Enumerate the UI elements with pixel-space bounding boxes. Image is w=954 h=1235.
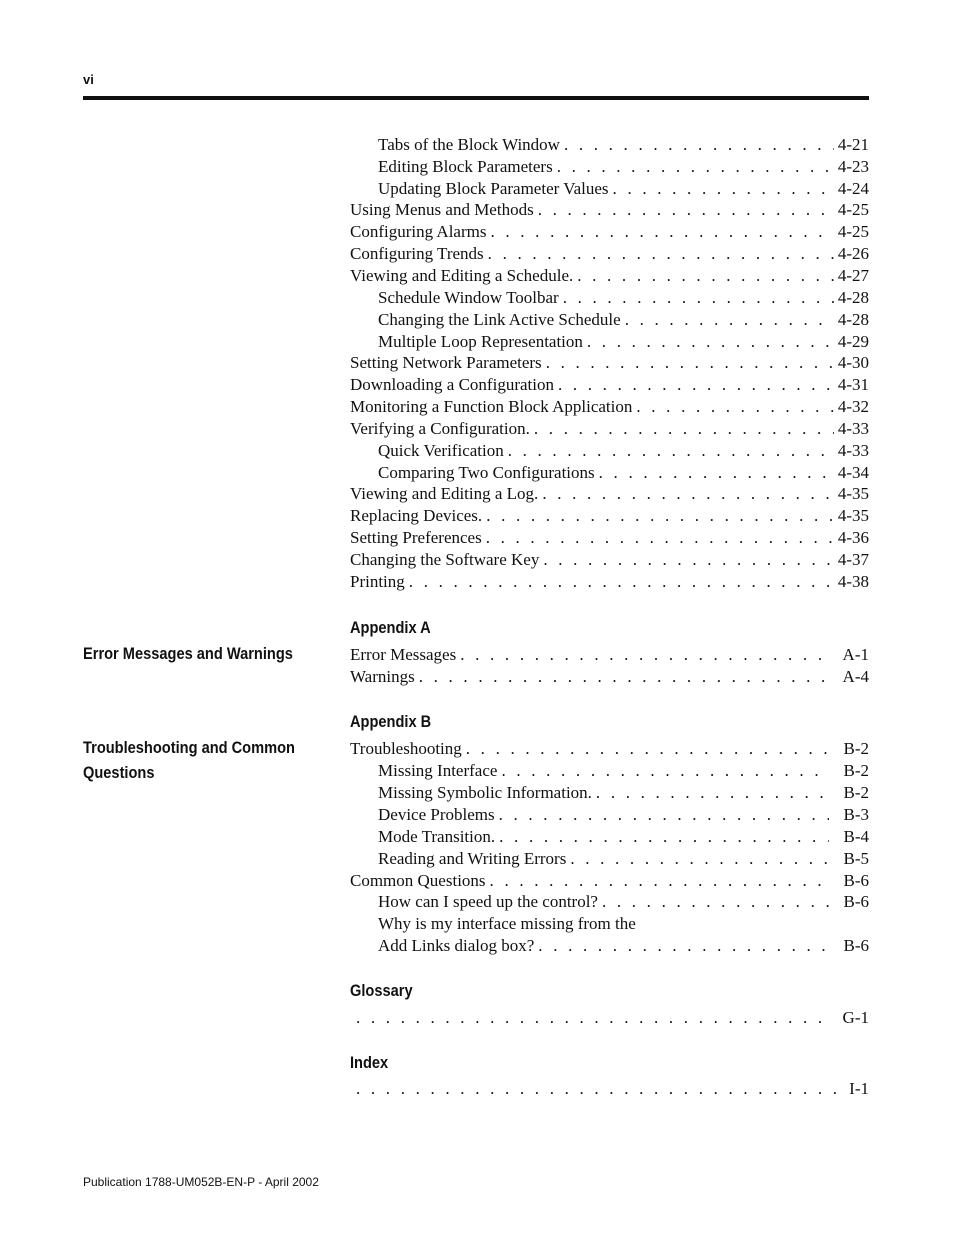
toc-entry[interactable] [350,527,869,549]
toc-entry-title: Quick Verification [378,441,504,460]
dot-leader [409,571,834,593]
dot-leader [486,527,834,549]
toc-entry[interactable] [378,462,869,484]
toc-entry-title: Configuring Alarms [350,222,487,241]
dot-leader [419,666,829,688]
toc-entry-page: B-4 [843,827,869,846]
toc-entry-title: Device Problems [378,805,495,824]
toc-entry-title: Downloading a Configuration [350,375,554,394]
toc-entry-page: 4-26 [837,244,869,263]
toc-entry-page: I-1 [849,1079,869,1098]
toc-entry-page: 4-38 [837,572,869,591]
toc-entry[interactable] [350,738,869,760]
dot-leader [577,265,834,287]
toc-entry-page: 4-28 [837,288,869,307]
toc-entry-title: Setting Preferences [350,528,482,547]
toc-entry-page: G-1 [842,1008,869,1027]
toc-entry-page: B-6 [843,936,869,955]
toc-entry[interactable] [378,804,869,826]
dot-leader [563,287,834,309]
toc-entry[interactable] [350,221,869,243]
toc-entry-page: 4-27 [837,266,869,285]
toc-entry[interactable] [378,760,869,782]
toc-entry-title: Troubleshooting [350,739,462,758]
toc-entry[interactable] [350,870,869,892]
index-heading: Index [350,1053,389,1072]
dot-leader [543,549,834,571]
appendix-b-heading: Appendix B [350,712,432,731]
toc-entry-page: B-3 [843,805,869,824]
toc-entry-page: 4-30 [837,353,869,372]
dot-leader [490,870,829,892]
toc-entry-title: Viewing and Editing a Log. [350,484,539,503]
appendix-a-heading: Appendix A [350,618,431,637]
dot-leader [499,826,829,848]
toc-entry-page: 4-36 [837,528,869,547]
toc-entry-page: 4-29 [837,332,869,351]
dot-leader [599,462,834,484]
toc-entry[interactable] [350,666,869,688]
toc-entry[interactable] [350,505,869,527]
dot-leader [587,331,834,353]
toc-entry[interactable] [378,826,869,848]
dot-leader [486,505,834,527]
side-title-appendix-b: Troubleshooting and Common Questions [83,738,295,782]
toc-entry[interactable] [378,935,869,957]
dot-leader [488,243,834,265]
toc-entry-page: A-1 [842,645,869,664]
dot-leader [625,309,834,331]
toc-entry-title: Missing Interface [378,761,498,780]
toc-entry[interactable] [350,265,869,287]
dot-leader [542,483,834,505]
toc-entry[interactable] [378,309,869,331]
toc-entry-title: Mode Transition. [378,827,496,846]
toc-entry[interactable] [378,891,869,913]
dot-leader [558,374,834,396]
toc-entry-title: Schedule Window Toolbar [378,288,559,307]
dot-leader [508,440,834,462]
toc-entry-page: B-2 [843,783,869,802]
toc-entry[interactable] [350,1007,869,1029]
dot-leader [636,396,833,418]
toc-entry-page: 4-33 [837,419,869,438]
toc-entry-page: A-4 [842,667,869,686]
toc-entry-continued[interactable] [378,913,869,935]
toc-entry-title: Changing the Software Key [350,550,540,569]
toc-entry-page: 4-35 [837,484,869,503]
toc-entry-title: Viewing and Editing a Schedule. [350,266,574,285]
toc-entry[interactable] [378,156,869,178]
page-number: vi [83,72,94,87]
toc-entry[interactable] [350,549,869,571]
toc-entry-title: Monitoring a Function Block Application [350,397,633,416]
toc-entry-title: Printing [350,572,405,591]
toc-entry[interactable] [350,644,869,666]
toc-entry-title: Missing Symbolic Information. [378,783,592,802]
toc-entry[interactable] [350,374,869,396]
toc-entry[interactable] [378,134,869,156]
dot-leader [534,418,834,440]
toc-entry-title: Updating Block Parameter Values [378,179,609,198]
toc-entry-page: 4-35 [837,506,869,525]
toc-entry[interactable] [350,243,869,265]
toc-entry-page: B-6 [843,892,869,911]
header-rule [83,96,869,100]
dot-leader [564,134,834,156]
toc-entry-title: Why is my interface missing from the [378,914,636,933]
toc-entry[interactable] [378,848,869,870]
dot-leader [501,760,829,782]
side-title-appendix-a: Error Messages and Warnings [83,644,293,663]
toc-entry-title: Common Questions [350,871,486,890]
toc-entry-page: 4-34 [837,463,869,482]
dot-leader [557,156,834,178]
toc-entry[interactable] [350,352,869,374]
dot-leader [499,804,829,826]
toc-entry-title: Multiple Loop Representation [378,332,583,351]
toc-entry-page: B-2 [843,739,869,758]
toc-entry[interactable] [350,396,869,418]
toc-entry-page: 4-28 [837,310,869,329]
toc-entry[interactable] [350,418,869,440]
toc-entry[interactable] [378,331,869,353]
toc-entry-title: Using Menus and Methods [350,200,534,219]
dot-leader [350,1078,843,1100]
dot-leader [460,644,829,666]
dot-leader [538,199,834,221]
publication-footer: Publication 1788-UM052B-EN-P - April 2002 [83,1175,319,1189]
toc-entry-page: 4-25 [837,222,869,241]
toc-entry[interactable] [350,483,869,505]
toc-entry-title: Warnings [350,667,415,686]
toc-entry-page: 4-25 [837,200,869,219]
toc-entry-title: Tabs of the Block Window [378,135,560,154]
toc-entry-page: 4-32 [837,397,869,416]
dot-leader [602,891,829,913]
toc-entry[interactable] [350,199,869,221]
toc-entry[interactable] [378,287,869,309]
toc-entry-title: Error Messages [350,645,457,664]
toc-entry-page: 4-21 [837,135,869,154]
dot-leader [466,738,829,760]
dot-leader [596,782,829,804]
toc-entry-title: Replacing Devices. [350,506,483,525]
toc-entry[interactable] [378,440,869,462]
toc-entry-title: How can I speed up the control? [378,892,598,911]
toc-entry-page: B-2 [843,761,869,780]
toc-entry-title: Comparing Two Configurations [378,463,595,482]
toc-entry-page: B-5 [843,849,869,868]
dot-leader [490,221,833,243]
glossary-heading: Glossary [350,981,413,1000]
toc-entry-page: 4-37 [837,550,869,569]
toc-entry[interactable] [378,782,869,804]
toc-entry-page: 4-31 [837,375,869,394]
toc-entry-page: B-6 [843,871,869,890]
dot-leader [350,1007,829,1029]
toc-entry-title: Add Links dialog box? [378,936,535,955]
toc-entry-title: Setting Network Parameters [350,353,542,372]
dot-leader [570,848,829,870]
toc-entry[interactable] [350,1078,869,1100]
dot-leader [613,178,834,200]
toc-entry-title: Verifying a Configuration. [350,419,530,438]
toc-entry-page: 4-23 [837,157,869,176]
toc-entry-title: Reading and Writing Errors [378,849,567,868]
dot-leader [546,352,834,374]
toc-entry-title: Configuring Trends [350,244,484,263]
toc-entry-title: Editing Block Parameters [378,157,553,176]
toc-entry-page: 4-24 [837,179,869,198]
toc-entry-page: 4-33 [837,441,869,460]
toc-entry[interactable] [350,571,869,593]
toc-entry[interactable] [378,178,869,200]
dot-leader [538,935,829,957]
toc-entry-title: Changing the Link Active Schedule [378,310,621,329]
